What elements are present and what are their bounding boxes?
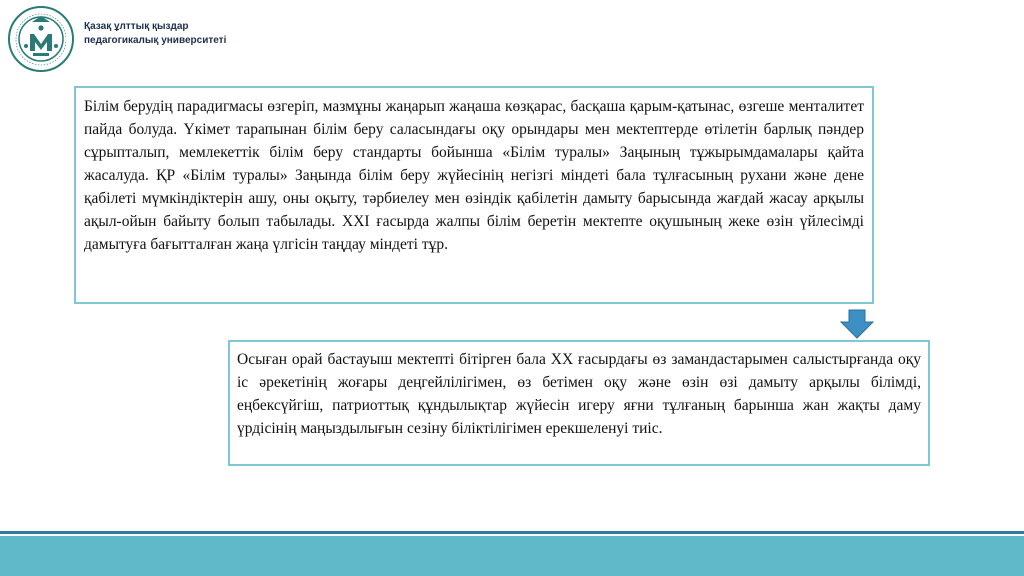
main-text-box [74, 86, 874, 304]
university-name-line1: Қазақ ұлттық қыздар [84, 21, 189, 32]
main-paragraph: Білім берудің парадигмасы өзгеріп, мазмұны жаңарып жаңаша көзқарас, басқаша қарым-қатынас, өзгеше менталитет пайда болуда. Үкімет тарапынан білім беру саласындағы оқу орындары мен мектептерде өтілетін барлық пәндер сұрыпталып, мемлекеттік білім беру стандарты бойынша «Білім туралы» Заңының тұжырымдамалары қайта жасалуда. ҚР «Білім туралы» Заңында білім беру жүйесінің негізгі міндеті бала тұлғасының рухани және дене қабілеті мүмкіндіктерін ашу, оны оқыту, тәрбиелеу мен өзіндік қабілетін дамыту барысында жағдай жасау арқылы ақыл-ойын байыту болып табылады. XXI ғасырда жалпы білім беретін мектепте оқушының жеке өзін үйлесімді дамытуға бағытталған жаңа үлгісін таңдау міндеті тұр. [84, 98, 864, 253]
university-name [84, 20, 226, 48]
university-logo-icon [6, 4, 76, 74]
arrow-down-icon [839, 309, 875, 339]
secondary-text-box [228, 340, 930, 466]
footer-bar [0, 536, 1024, 576]
footer-divider [0, 531, 1024, 534]
university-name-line2: педагогикалық университеті [84, 35, 227, 46]
secondary-paragraph: Осыған орай бастауыш мектепті бітірген бала XX ғасырдағы өз замандастарымен салыстырғанда оқу іс әрекетінің жоғары деңгейлілігімен, өз бетімен оқу және өзін өзі дамыту арқылы білімді, еңбексүйгіш, патриоттық құндылықтар жүйесін игеру яғни тұлғаның барынша жан жақты даму үрдісінің маңыздылығын сезіну біліктілігімен ерекшеленуі тиіс. [237, 351, 921, 437]
